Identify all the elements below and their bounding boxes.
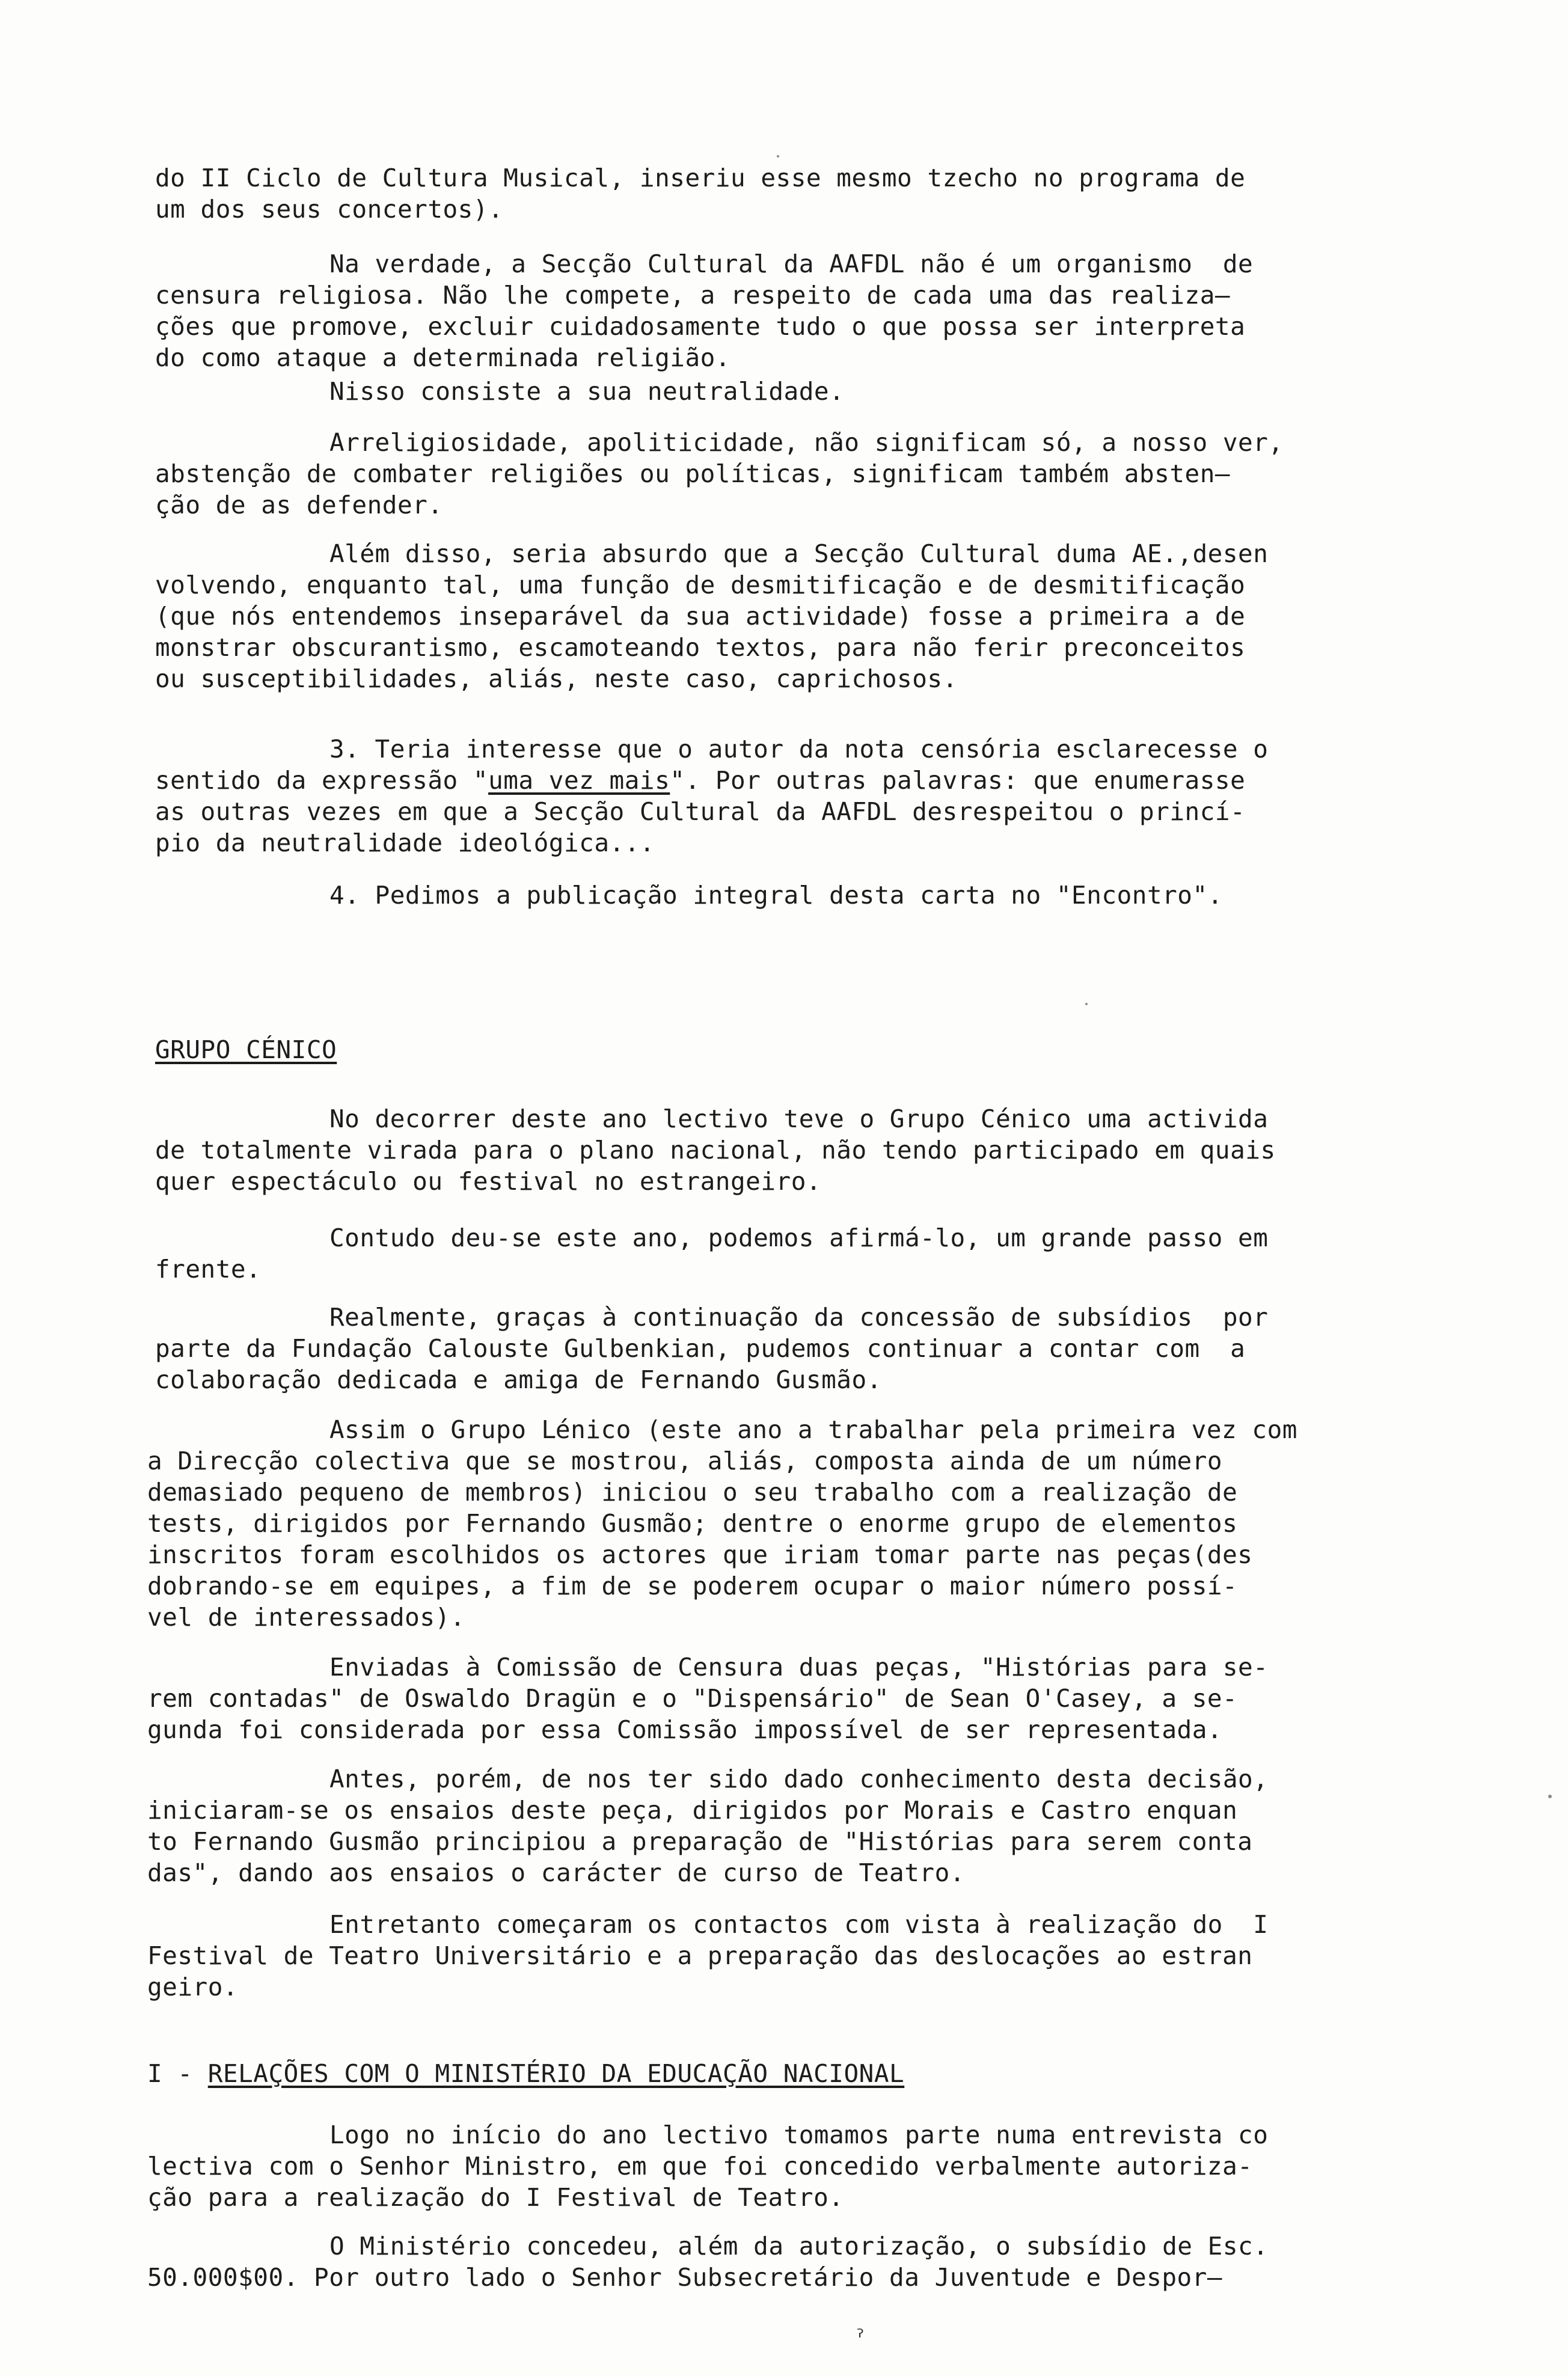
text-line: Arreligiosidade, apoliticidade, não significam só, a nosso ver, — [329, 428, 1284, 457]
speck — [777, 155, 779, 158]
text-line: 50.000$00. Por outro lado o Senhor Subsecretário da Juventude e Despor— — [147, 2263, 1223, 2292]
text-line: abstenção de combater religiões ou políticas, significam também absten— — [155, 459, 1231, 488]
underlined-phrase: uma vez mais — [488, 766, 670, 795]
text-line: frente. — [155, 1255, 262, 1284]
text-line: Assim o Grupo ᒪénico (este ano a trabalhar pela primeira vez com — [329, 1415, 1297, 1444]
text-line: geiro. — [147, 1973, 239, 2001]
text-line: quer espectáculo ou festival no estrangeiro. — [155, 1167, 822, 1196]
text-line: monstrar obscurantismo, escamoteando textos, para não ferir preconceitos — [155, 633, 1246, 662]
text-line: das", dando aos ensaios o carácter de curso de Teatro. — [147, 1858, 965, 1887]
text-line: Logo no início do ano lectivo tomamos parte numa entrevista co — [329, 2120, 1269, 2149]
text-line: Realmente, graças à continuação da concessão de subsídios por — [329, 1303, 1269, 1332]
text-line: rem contadas" de Oswaldo Dragün e o "Dispensário" de Sean O'Casey, a se- — [147, 1684, 1238, 1713]
heading-prefix: I - — [147, 2059, 208, 2088]
text-line: iniciaram-se os ensaios deste peça, dirigidos por Morais e Castro enquan — [147, 1796, 1238, 1825]
text-line: No decorrer deste ano lectivo teve o Grupo Cénico uma activida — [329, 1104, 1269, 1133]
section-heading — [147, 2058, 904, 2089]
text-line: Além disso, seria absurdo que a Secção Cultural duma AE.,desen — [329, 539, 1269, 568]
text-line: ção de as defender. — [155, 491, 443, 519]
page-mark: ˀ — [854, 2328, 867, 2353]
text-line — [155, 765, 1439, 796]
text-line: Festival de Teatro Universitário e a preparação das deslocações ao estran — [147, 1941, 1253, 1970]
text-line: lectiva com o Senhor Ministro, em que foi concedido verbalmente autoriza- — [147, 2152, 1253, 2181]
text-line: demasiado pequeno de membros) iniciou o seu trabalho com a realização de — [147, 1478, 1238, 1507]
text-line: gunda foi considerada por essa Comissão impossível de ser representada. — [147, 1715, 1223, 1744]
text-line: (que nós entendemos inseparável da sua actividade) fosse a primeira a de — [155, 602, 1246, 631]
text-span: ". Por outras palavras: que enumerasse — [670, 766, 1246, 795]
text-line: ções que promove, excluir cuidadosamente tudo o que possa ser interpreta — [155, 312, 1246, 341]
speck — [1548, 1795, 1552, 1798]
heading-title: RELAÇÕES COM O MINISTÉRIO DA EDUCAÇÃO NACIONAL — [207, 2059, 905, 2088]
text-line: to Fernando Gusmão principiou a preparação de "Histórias para serem conta — [147, 1827, 1253, 1856]
text-line: O Ministério concedeu, além da autorização, o subsídio de Esc. — [329, 2232, 1269, 2261]
text-line: Entretanto começaram os contactos com vista à realização do I — [329, 1910, 1269, 1939]
text-line: vel de interessados). — [147, 1603, 465, 1632]
text-line: pio da neutralidade ideológica... — [155, 828, 655, 857]
text-line: Contudo deu-se este ano, podemos afirmá-lo, um grande passo em — [329, 1223, 1269, 1252]
text-line: volvendo, enquanto tal, uma função de desmitificação e de desmitificação — [155, 571, 1246, 599]
text-line: censura religiosa. Não lhe compete, a respeito de cada uma das realiza— — [155, 281, 1231, 310]
text-line: colaboração dedicada e amiga de Fernando Gusmão. — [155, 1365, 882, 1394]
speck — [1085, 1003, 1088, 1005]
text-line: do II Ciclo de Cultura Musical, inseriu esse mesmo tzecho no programa de — [155, 164, 1246, 192]
text-line: dobrando-se em equipes, a fim de se poderem ocupar o maior número possí- — [147, 1572, 1238, 1600]
text-line: Antes, porém, de nos ter sido dado conhecimento desta decisão, — [329, 1765, 1269, 1793]
text-line: Enviadas à Comissão de Censura duas peças, "Histórias para se- — [329, 1653, 1269, 1682]
text-line: Na verdade, a Secção Cultural da AAFDL não é um organismo de — [329, 250, 1254, 278]
text-line: as outras vezes em que a Secção Cultural da AAFDL desrespeitou o princí- — [155, 797, 1246, 826]
section-heading: GRUPO CÉNICO — [155, 1035, 337, 1064]
text-line: um dos seus concertos). — [155, 195, 504, 224]
text-line: parte da Fundação Calouste Gulbenkian, pudemos continuar a contar com a — [155, 1334, 1246, 1363]
text-line: tests, dirigidos por Fernando Gusmão; dentre o enorme grupo de elementos — [147, 1509, 1238, 1538]
text-line: 3. Teria interesse que o autor da nota censória esclarecesse o — [329, 735, 1269, 764]
text-line: ção para a realização do I Festival de Teatro. — [147, 2183, 844, 2212]
text-line: ou susceptibilidades, aliás, neste caso, caprichosos. — [155, 664, 958, 693]
text-line: 4. Pedimos a publicação integral desta carta no "Encontro". — [329, 881, 1223, 910]
text-line: a Direcção colectiva que se mostrou, aliás, composta ainda de um número — [147, 1447, 1223, 1475]
text-line: de totalmente virada para o plano nacional, não tendo participado em quais — [155, 1136, 1276, 1165]
text-span: sentido da expressão " — [155, 766, 489, 795]
text-line: Nisso consiste a sua neutralidade. — [329, 377, 845, 406]
text-line: do como ataque a determinada religião. — [155, 343, 730, 372]
text-line: inscritos foram escolhidos os actores que iriam tomar parte nas peças(des — [147, 1540, 1253, 1569]
